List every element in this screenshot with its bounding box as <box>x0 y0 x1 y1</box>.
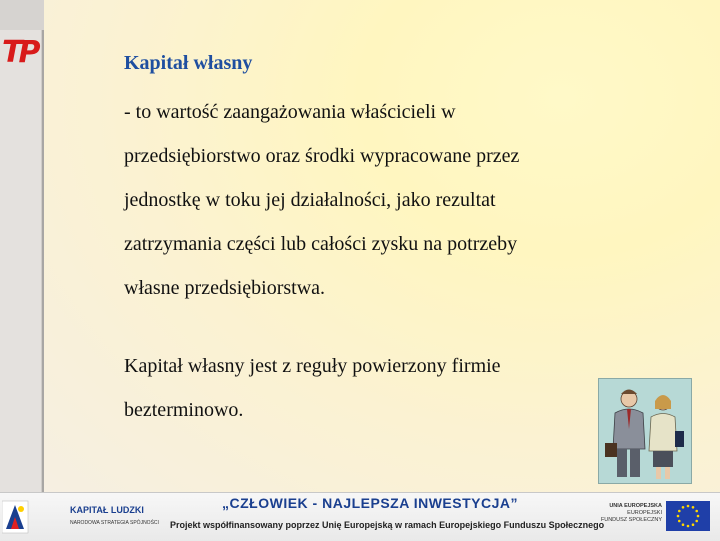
eu-flag-icon <box>666 501 710 531</box>
paragraph-2-line: bezterminowo. <box>124 399 244 421</box>
paragraph-1-line: własne przedsiębiorstwa. <box>124 277 326 299</box>
program-subtitle: NARODOWA STRATEGIA SPÓJNOŚCI <box>70 520 159 526</box>
business-people-clipart <box>598 378 692 484</box>
slide-content <box>124 48 604 310</box>
paragraph-1-line: - to wartość zaangażowania właścicieli w <box>124 101 456 123</box>
paragraph-1-line: zatrzymania części lub całości zysku na potrzeby <box>124 233 518 255</box>
footer-slogan: „CZŁOWIEK - NAJLEPSZA INWESTYCJA” <box>222 495 518 511</box>
project-cofinanced-line: Projekt współfinansowany poprzez Unię Europejską w ramach Europejskiego Funduszu Społecznego <box>170 520 605 530</box>
footer-bar <box>0 492 720 541</box>
eu-text-block <box>598 503 662 524</box>
kapital-ludzki-block <box>38 499 168 535</box>
business-people-drawing <box>599 379 691 483</box>
left-rail <box>0 0 44 492</box>
eu-line-2: EUROPEJSKI <box>627 510 662 516</box>
paragraph-1-line: przedsiębiorstwo oraz środki wypracowane przez <box>124 145 520 167</box>
paragraph-2 <box>124 344 604 432</box>
paragraph-1-line: jednostkę w toku jej działalności, jako rezultat <box>124 189 496 211</box>
eu-line-1: UNIA EUROPEJSKA <box>609 503 662 509</box>
paragraph-1 <box>124 90 604 310</box>
program-name: KAPITAŁ LUDZKI <box>70 505 144 515</box>
tp-logo-icon: TP <box>2 35 37 70</box>
paragraph-2-line: Kapitał własny jest z reguły powierzony firmie <box>124 355 501 377</box>
slide-title: Kapitał własny <box>124 52 253 74</box>
left-rail-top <box>0 0 44 30</box>
eu-line-3: FUNDUSZ SPOŁECZNY <box>600 517 662 523</box>
